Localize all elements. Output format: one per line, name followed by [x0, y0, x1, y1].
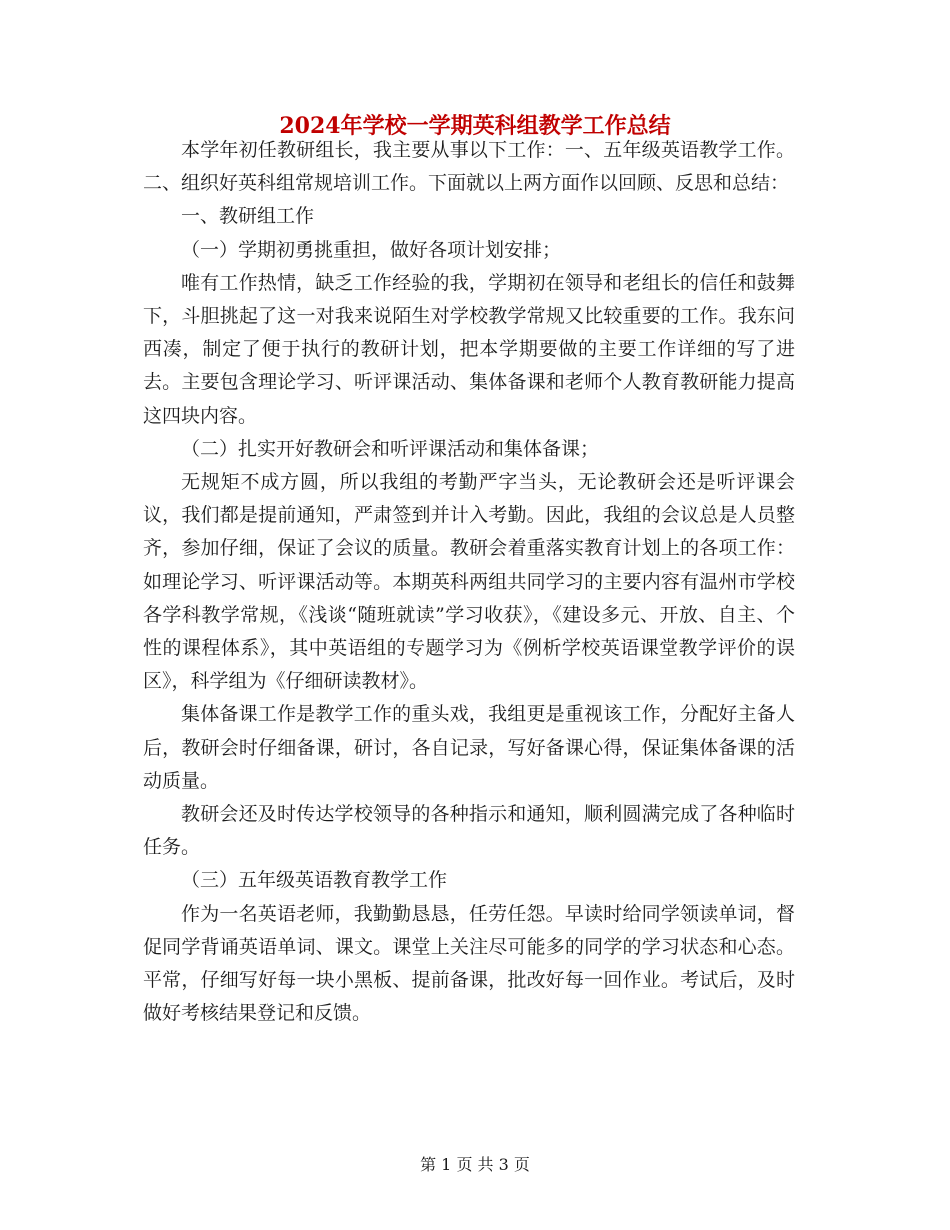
paragraph-lesson-prep: 集体备课工作是教学工作的重头戏，我组更是重视该工作，分配好主备人后，教研会时仔细备课，研讨，各自记录，写好备课心得，保证集体备课的活动质量。 [143, 703, 795, 792]
subsection-heading-2: （二）扎实开好教研会和听评课活动和集体备课； [181, 437, 600, 460]
page-number-footer: 第 1 页 共 3 页 [420, 1155, 530, 1174]
paragraph-intro: 本学年初任教研组长，我主要从事以下工作：一、五年级英语教学工作。二、组织好英科组常规培训工作。下面就以上两方面作以回顾、反思和总结： [143, 139, 795, 195]
paragraph-meetings: 无规矩不成方圆，所以我组的考勤严字当头，无论教研会还是听评课会议，我们都是提前通知，严肃签到并计入考勤。因此，我组的会议总是人员整齐，参加仔细，保证了会议的质量。教研会着重落实教育计划上的各项工作：如理论学习、听评课活动等。本期英科两组共同学习的主要内容有温州市学校各学科教学常规，《浅谈“随班就读”学习收获》，《建设多元、开放、自主、个性的课程体系》，其中英语组的专题学习为《例析学校英语课堂教学评价的误区》，科学组为《仔细研读教材》。 [143, 471, 795, 693]
paragraph-plan: 唯有工作热情，缺乏工作经验的我，学期初在领导和老组长的信任和鼓舞下，斗胆挑起了这一对我来说陌生对学校教学常规又比较重要的工作。我东问西凑，制定了便于执行的教研计划，把本学期要做的主要工作详细的写了进去。主要包含理论学习、听评课活动、集体备课和老师个人教育教研能力提高这四块内容。 [143, 271, 795, 427]
document-title: 2024年学校一学期英科组教学工作总结 [279, 113, 671, 139]
paragraph-notices: 教研会还及时传达学校领导的各种指示和通知，顺利圆满完成了各种临时任务。 [143, 803, 795, 859]
section-heading-1: 一、教研组工作 [181, 205, 315, 228]
subsection-heading-1: （一）学期初勇挑重担，做好各项计划安排； [181, 238, 562, 261]
subsection-heading-3: （三）五年级英语教育教学工作 [181, 869, 448, 892]
document-body [143, 134, 795, 1030]
paragraph-teaching: 作为一名英语老师，我勤勤恳恳，任劳任怨。早读时给同学领读单词，督促同学背诵英语单词、课文。课堂上关注尽可能多的同学的学习状态和心态。平常，仔细写好每一块小黑板、提前备课，批改好每一回作业。考试后，及时做好考核结果登记和反馈。 [143, 902, 795, 1025]
